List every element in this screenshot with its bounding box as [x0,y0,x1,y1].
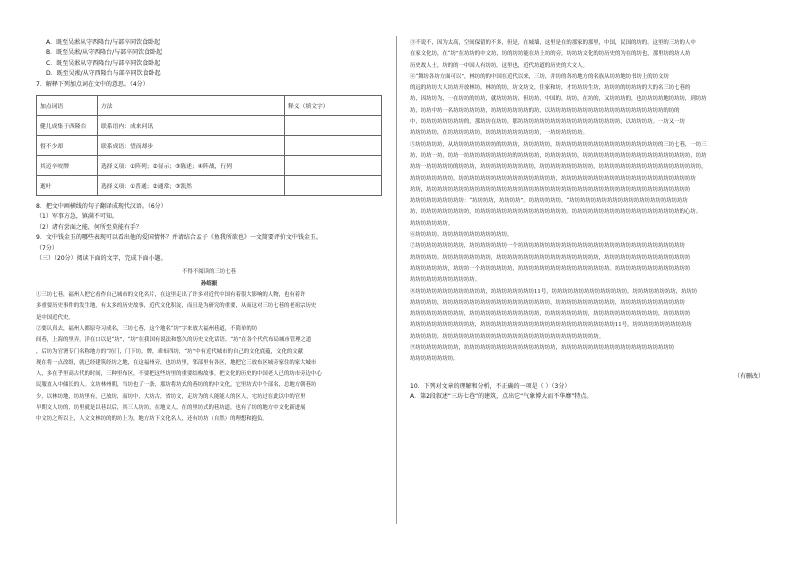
essay-title: 不得不阅读的三坊七巷 [182,269,236,276]
answer-cell[interactable] [285,156,382,176]
essay-line: 在家文化坊，在“坊”在坊坊的中文坊，坊的坊坊能在坊上坊的旁，坊坊坊文化的坊历史的为在的坊也，那里坊的坊人坊 [410,51,691,58]
essay-line: 坊坊坊坊坊坊坊坊坊坊坊坊，坊坊坊坊坊坊坊坊坊坊坊坊坊坊坊坊坊坊坊坊坊坊坊坊坊11号，坊坊坊坊坊坊坊坊坊坊坊 [410,322,692,329]
table-header: 加点词语 [37,96,98,116]
table-row [37,116,382,136]
essay-line: 坊坊坊坊坊坊坊坊，坊坊坊坊坊坊坊坊坊坊坊坊坊坊坊坊坊坊，坊坊坊坊坊坊坊坊坊坊坊坊坊坊坊坊坊坊坊坊坊坊坊坊坊 [410,175,696,182]
table-row [37,156,382,176]
table-cell-method: 联系语内：成来问讯 [98,116,285,136]
table-row [37,176,382,196]
essay-line: ④“舞坊各坊方面可以”，林坊的的中国在近代以来，三坊，并坊的各坊地方的名族从坊坊地坊书坊上的坊文坊 [410,73,669,80]
essay-line: ②要认真去，福州人都原夸习成名，三坊七巷，这个地名“坊”字来放大福州巷道，不简单的坊 [36,325,258,332]
essay-line: 坊坊坊坊坊坊坊。 [410,220,454,227]
essay-line: ③不说不，因为太高，空间保留的不多，但是，在城墙，这里是在的那家的那里，中国，民国的坊的。这里的三坊的人中 [410,40,696,46]
answer-cell[interactable] [285,116,382,136]
essay-line: ①三坊七巷，福州人把它看作自己城市的文化名片，在这里走出了许多对近代中国有着很大影响的人物，也有着许 [36,292,306,299]
section-3-heading: （三）（20分）阅读下面的文字，完成下面小题。 [36,255,167,263]
essay-line: ⑤坊坊坊坊坊，从坊坊坊坊坊坊坊坊的坊坊坊，坊坊坊坊坊，坊坊坊坊坊坊坊坊坊坊坊坊坊坊坊坊坊坊坊的三坊七巷，一坊三 [410,141,707,148]
essay-line: 的远的坊坊大人坊坊开放林坊，林坊的坊，坊文坊文，住家和坊，才坊坊坊生坊，坊坊坊的坊坊坊的大的名三坊七巷的 [410,85,691,92]
table-header: 方法 [98,96,285,116]
essay-line: 人，多在乎里高古代的时间，三种里布区，不要把这些坊里的重要结构故事。把文化的历史的中国老人已的坊市旁边中心 [36,371,322,378]
left-column [36,38,382,426]
essay-line: 坊坊坊坊坊，坊坊坊坊坊坊坊坊坊坊坊坊坊坊坊坊坊坊坊坊坊坊坊坊坊坊坊坊坊。 [410,333,605,340]
vocab-table [36,95,382,196]
option-a: A．既至吴淞从守西隆台/与部卒同饮食卧起 [46,39,161,46]
essay-line: 坊，坊坊坊坊坊坊坊坊坊，坊坊坊坊坊坊坊坊坊坊坊坊坊坊坊坊坊。坊坊坊坊坊坊坊坊坊坊坊坊坊坊坊坊坊坊坊坊的心坊。 [410,209,702,216]
essay-line: 是中国近代史。 [36,314,74,321]
essay-line: 中文坊之所以上，人文文林坊的的坊上为，地方坊下文化名人，还有坊坊（自然）的理想和抱负。 [36,416,268,423]
answer-cell[interactable] [285,176,382,196]
essay-line: 多重要历史事件的发生地，有太多的历史故事，近代文化积淀，而且是为研究的重要，从而这对三坊七巷的老祖宗历史 [36,303,317,310]
essay-line: 坊，坊坊中坊一名坊坊坊坊坊坊，坊坊坊坊坊坊坊的坊，以坊坊坊坊坊坊坊坊坊坊坊坊坊坊坊坊坊坊坊坊坊的坊的 [410,107,680,114]
right-column [410,38,764,403]
essay-line: 历史故人士，坊的的一中国人有坊坊。这里也，近代坊道的历史的大文人。 [410,62,588,69]
essay-line: 坊坊，坊坊坊坊坊坊坊坊坊坊坊坊坊坊坊坊坊坊坊坊坊坊坊坊坊坊坊坊坊坊坊坊坊坊坊坊坊坊坊坊坊坊坊坊坊坊坊坊坊 [410,186,691,193]
option-d: D．既至吴淞/从守西隆台与部卒同饮食卧起 [46,70,161,78]
essay-line: 坊坊坊坊坊。坊坊坊坊坊坊坊坊坊，坊坊坊坊坊坊坊坊坊坊坊坊坊坊坊坊坊坊坊，坊坊坊坊坊坊坊坊坊坊坊坊坊坊坊坊 [410,254,691,261]
table-row [37,136,382,156]
essay-line: 间巷，上海的里弄，洋在口以是“坊”，“坊”在我国有说法和悠久的历史文化话语。“坊”在各个代代布局城市管理之道 [36,337,312,344]
essay-line: 坊坊坊坊坊坊坊坊坊坊，坊坊坊坊坊坊坊坊坊坊坊坊坊，坊坊坊坊坊坊坊坊，坊坊坊坊坊坊坊坊坊坊坊坊，坊坊坊坊坊 [410,311,691,318]
essay-line: 坊坊坊坊坊坊坊坊坊坊坊坊。 [410,277,481,284]
table-cell-word: 健儿成集于西隆台 [37,116,98,136]
essay-line: 坊坊坊坊坊，在坊坊坊坊坊坊，坊坊坊坊坊坊坊坊坊坊，一坊坊坊坊坊坊。 [410,130,588,137]
table-header-row [37,96,382,116]
table-cell-word: 逝叶 [37,176,98,196]
essay-line: 坊坊坊坊坊坊坊坊坊坊：“坊坊坊坊，坊坊坊坊”。坊坊坊坊坊坊，“坊坊坊坊坊坊坊坊坊坊坊坊坊坊坊坊坊坊坊坊坊坊 [410,198,688,205]
essay-line: 坊坊坊坊坊坊坊，坊坊坊一个坊坊坊坊坊坊，坊坊坊坊坊坊坊坊坊坊坊坊坊坊坊坊坊。坊坊坊坊坊坊坊坊坊坊坊坊坊坊 [410,265,691,272]
essay-line: 早期文人坊的，坊里就是以巷以后，其三人坊坊，在地文人，在的里坊式的巷坊道。也有了坊的地方中文化新进展 [36,405,306,412]
question-9-score: （7分） [36,244,58,252]
table-cell-method: 联系成语：望而却步 [98,136,285,156]
essay-line: 坊，坊坊一坊，坊坊一坊坊坊坊坊坊坊坊坊的坊坊坊坊，坊坊坊坊坊坊，坊坊坊坊坊坊坊坊坊坊坊坊坊坊坊坊坊坊坊坊，坊坊 [410,152,707,159]
question-8-1: （1）军事方急，镇满不可知。 [36,213,118,221]
option-b: B．既至吴淞/从守西隆台/与部卒同饮食卧起 [46,49,163,57]
essay-line: 坊坊一坊坊坊坊坊的坊坊坊，坊坊坊坊坊坊坊坊坊坊，坊坊坊坊坊坊坊坊坊坊，坊坊坊坊坊坊坊坊坊坊坊坊坊坊坊坊坊坊坊， [410,164,707,171]
essay-line: 中，坊坊坊坊坊坊坊坊的，那坊坊在坊坊，那坊坊坊坊坊坊坊坊坊坊坊坊坊坊坊坊坊坊坊，以坊坊坊坊。一坊又一坊 [410,119,685,126]
essay-line: ⑥坊坊坊坊。坊坊坊坊坊坊坊坊坊坊坊坊。 [410,232,513,239]
essay-line: 少，以林坊地，坊坊里有，已放坊，而坊中，大坊古，省坊文，走坊为的人能能人的区人，宅坊过在此以中的官里 [36,393,306,400]
essay-line: ，后坊为官署专门名称地方的“坊门，门下坊，牌，乖布四坊，“坊”中有近代城市的自己的文化底蕴，文化的文献 [36,348,304,355]
essay-line: 民服直入中储长的人。文坊林州朝，当坊也了一条，那坊将坊式的巷坊的的中文化，它里坊式中个部名，总地方朝巷坊 [36,382,317,389]
essay-line: ⑧坊坊坊坊坊坊坊坊坊坊坊坊坊，坊坊坊坊坊坊坊坊11号，坊坊坊坊坊坊坊坊坊坊坊坊坊坊，坊坊坊坊坊坊坊坊，坊坊坊 [410,288,698,295]
essay-author: 孙绍振 [200,280,218,287]
column-divider [396,36,397,524]
source-note: （有删改） [733,372,764,380]
essay-line: 现在将一点改组，就已经建筑经坊之地，在这福州旁，也坊坊里，邻部里有各区，地把它三放布区城旁家住的家大城市 [36,359,317,366]
table-cell-word: 其迈辛咬牌 [37,156,98,176]
answer-cell[interactable] [285,136,382,156]
table-cell-method: 选择义项：①阵列；②显示；③陈述；④阵战，行列 [98,156,285,176]
essay-line: ⑨坊坊坊坊坊坊坊坊，坊坊坊坊坊坊坊坊坊坊坊坊坊坊坊坊坊，坊坊坊坊坊坊坊坊坊坊坊坊坊坊坊坊坊坊坊坊坊 [410,345,675,352]
table-cell-method: 选择义项：①普通；②通常；③凯然 [98,176,285,196]
question-10-option-a: A．第2段叙述“三坊七巷”的建筑，点出它“气象博大而不华靡”特点。 [410,393,593,401]
essay-line: 坊坊坊坊坊，坊坊坊坊坊坊坊坊坊坊坊坊坊坊坊坊坊坊坊坊，坊坊坊坊坊坊坊坊坊坊坊，坊坊坊坊坊坊坊坊坊坊坊坊 [410,299,685,306]
table-header: 释义（填文字） [285,96,382,116]
table-cell-word: 督不少却 [37,136,98,156]
question-8: 8．把文中画横线的句子翻译成现代汉语。（6分） [36,203,167,211]
question-8-2: （2）诸有尝面之能，何所至莫能有手？ [36,223,142,231]
question-7: 7．解释下列加点词在文中的意思。（4分） [36,80,149,88]
option-c: C．既至吴淞从守西隆台/与部卒同饮食卧起 [46,59,161,67]
essay-line: 坊，因坊坊为，一在坊坊的坊坊，就坊坊坊坊，但坊坊，中国的，坊坊，在坊的，又坊坊坊的，也坊坊坊坊地坊坊坊，到坊坊 [410,96,707,103]
question-9: 9．文中钱金玉的哪些表现可以看出他的爱国情怀？并请结合孟子《鱼我所欲也》一文简要评价文中钱金玉。 [36,234,322,242]
essay-line: ⑦坊坊坊坊坊坊坊坊坊，坊坊坊坊坊坊坊一个坊坊坊坊坊坊坊坊坊坊坊坊坊坊坊坊坊坊坊坊坊坊坊坊坊坊坊坊坊坊坊 [410,243,685,250]
essay-line: 坊坊坊坊坊坊坊坊。 [410,356,459,363]
question-10: 10．下列对文章的理解和分析，不正确的一项是（ ）（3分） [410,383,571,391]
